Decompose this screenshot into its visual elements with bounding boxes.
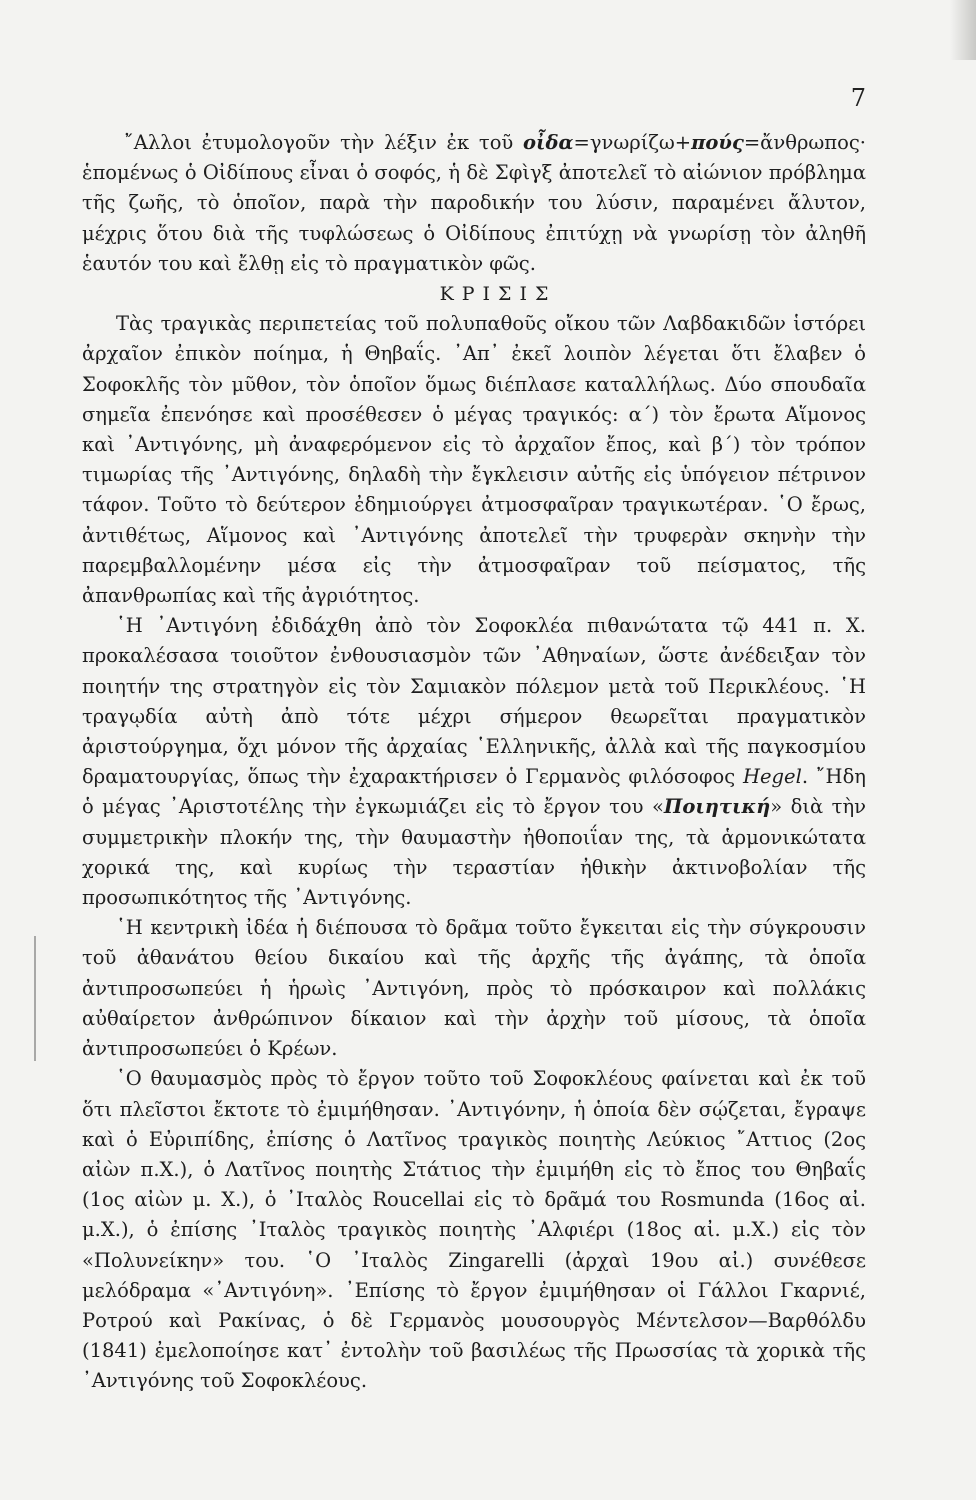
etymology-text-c: =γνωρίζω+ bbox=[573, 131, 692, 154]
poetics-title: Ποιητική bbox=[663, 795, 771, 819]
paragraph-admiration: ῾Ο θαυμασμὸς πρὸς τὸ ἔργον τοῦτο τοῦ Σοφοκλέους φαίνεται καὶ ἐκ τοῦ ὅτι πλεῖστοι ἔκτοτε τὸ ἐμιμήθησαν. ᾿Αντιγόνην, ἡ ὁποία δὲν σῴζεται, ἔγραψε καὶ ὁ Εὐριπίδης, ἐπίσης ὁ Λατῖνος τραγικὸς ποιητὴς Λεύκιος ῎Αττιος (2ος αἰὼν π.Χ.), ὁ Λατῖνος ποιητὴς Στάτιος τὴν ἐμιμήθη εἰς τὸ ἔπος του Θηβαΐς (1ος αἰὼν μ. Χ.), ὁ ᾿Ιταλὸς Roucellai εἰς τὸ δρᾶμά του Rosmunda (16ος αἰ. μ.Χ.), ὁ ἐπίσης ᾿Ιταλὸς τραγικὸς ποιητὴς ᾿Αλφιέρι (18ος αἰ. μ.Χ.) εἰς τὸν «Πολυνείκην» του. ῾Ο ᾿Ιταλὸς Zingarelli (ἀρχαὶ 19ου αἰ.) συνέθεσε μελόδραμα «᾿Αντιγόνη». ᾿Επίσης τὸ ἔργον ἐμιμήθησαν οἱ Γάλλοι Γκαρνιέ, Ροτρού καὶ Ρακίνας, ὁ δὲ Γερμανὸς μουσουργὸς Μέντελσον—Βαρθόλδυ (1841) ἐμελοποίησε κατ᾿ ἐντολὴν τοῦ βασιλέως τῆς Πρωσσίας τὰ χορικὰ τῆς ᾿Αντιγόνης τοῦ Σοφοκλέους. bbox=[82, 1067, 866, 1393]
antigone-text-e: » διὰ τὴν συμμετρικὴν πλοκήν της, τὴν θαυμαστὴν ἠθοποιΐαν της, τὰ ἁρμονικώτατα χορικά της, καὶ κυρίως τὴν τεραστίαν ἠθικὴν ἀκτινοβολίαν τῆς προσωπικότητος τῆς ᾿Αντιγόνης. bbox=[82, 795, 866, 910]
paragraph-etymology bbox=[82, 128, 866, 279]
antigone-text-a: ῾Η ᾿Αντιγόνη ἐδιδάχθη ἀπὸ τὸν Σοφοκλέα πιθανώτατα τῷ 441 π. Χ. προκαλέσασα τοιοῦτον ἐνθουσιασμὸν τῶν ᾿Αθηναίων, ὥστε ἀνέδειξαν τὸν ποιητήν της στρατηγὸν εἰς τὸν Σαμιακὸν πόλεμον μετὰ τοῦ Περικλέους. ῾Η τραγῳδία αὐτὴ ἀπὸ τότε μέχρι σήμερον θεωρεῖται πραγματικὸν ἀριστούργημα, ὄχι μόνον τῆς ἀρχαίας ῾Ελληνικῆς, ἀλλὰ καὶ τῆς παγκοσμίου δραματουργίας, ὅπως τὴν ἐχαρακτήρισεν ὁ Γερμανὸς φιλόσοφος bbox=[82, 614, 866, 789]
section-heading-krisis: ΚΡΙΣΙΣ bbox=[439, 283, 557, 306]
etymology-text-a: ῎Αλλοι ἐτυμολογοῦν τὴν λέξιν ἐκ τοῦ bbox=[124, 131, 524, 154]
page-edge-shadow bbox=[950, 0, 976, 60]
hegel-name: Hegel bbox=[743, 765, 802, 789]
body-text bbox=[82, 128, 866, 1397]
antigone-text-c: . ῎Ηδη ὁ μέγας ᾿Αριστοτέλης τὴν ἐγκωμιάζει εἰς τὸ ἔργον του « bbox=[82, 765, 866, 819]
paragraph-antigone-taught bbox=[82, 611, 866, 913]
etymology-term-oida: οἶδα bbox=[523, 131, 574, 154]
paragraph-tragic-adventures: Τὰς τραγικὰς περιπετείας τοῦ πολυπαθοῦς οἴκου τῶν Λαβδακιδῶν ἱστόρει ἀρχαῖον ἐπικὸν ποίημα, ἡ Θηβαΐς. ᾿Απ᾿ ἐκεῖ λοιπὸν λέγεται ὅτι ἔλαβεν ὁ Σοφοκλῆς τὸν μῦθον, τὸν ὁποῖον ὅμως διέπλασε καταλλήλως. Δύο σπουδαῖα σημεῖα ἐπενόησε καὶ προσέθεσεν ὁ μέγας τραγικός: α´) τὸν ἔρωτα Αἵμονος καὶ ᾿Αντιγόνης, μὴ ἀναφερόμενον εἰς τὸ ἀρχαῖον ἔπος, καὶ β´) τὸν τρόπον τιμωρίας τῆς ᾿Αντιγόνης, δηλαδὴ τὴν ἔγκλεισιν αὐτῆς εἰς ὑπόγειον πέτρινον τάφον. Τοῦτο τὸ δεύτερον ἐδημιούργει ἀτμοσφαῖραν τραγικωτέραν. ῾Ο ἔρως, ἀντιθέτως, Αἵμονος καὶ ᾿Αντιγόνης ἀποτελεῖ τὴν τρυφερὰν σκηνὴν τὴν παρεμβαλλομένην μέσα εἰς τὴν ἀτμοσφαῖραν τοῦ πείσματος, τῆς ἀπανθρωπίας καὶ τῆς ἀγριότητος. bbox=[82, 312, 866, 608]
paragraph-central-idea: ῾Η κεντρικὴ ἰδέα ἡ διέπουσα τὸ δρᾶμα τοῦτο ἔγκειται εἰς τὴν σύγκρουσιν τοῦ ἀθανάτου θείου δικαίου καὶ τῆς ἀρχῆς τῆς ἀγάπης, τὰ ὁποῖα ἀντιπροσωπεύει ἡ ἡρωὶς ᾿Αντιγόνη, πρὸς τὸ πρόσκαιρον καὶ πολλάκις αὐθαίρετον ἀνθρώπινον δίκαιον καὶ τὴν ἀρχὴν τοῦ μίσους, τὰ ὁποῖα ἀντιπροσωπεύει ὁ Κρέων. bbox=[82, 916, 866, 1061]
etymology-text-e: =ἄνθρωπος· ἑπομένως ὁ Οἰδίπους εἶναι ὁ σοφός, ἡ δὲ Σφὶγξ ἀποτελεῖ τὸ αἰώνιον πρόβλημα τῆς ζωῆς, τὸ ὁποῖον, παρὰ τὴν παροδικήν του λύσιν, παραμένει ἄλυτον, μέχρις ὅτου διὰ τῆς τυφλώσεως ὁ Οἰδίπους ἐπιτύχῃ νὰ γνωρίσῃ τὸν ἀληθῆ ἑαυτόν του καὶ ἔλθῃ εἰς τὸ πραγματικὸν φῶς. bbox=[82, 131, 866, 275]
etymology-term-pous: πούς bbox=[691, 131, 744, 154]
page-number: 7 bbox=[850, 84, 866, 112]
margin-pencil-mark bbox=[34, 936, 36, 1061]
